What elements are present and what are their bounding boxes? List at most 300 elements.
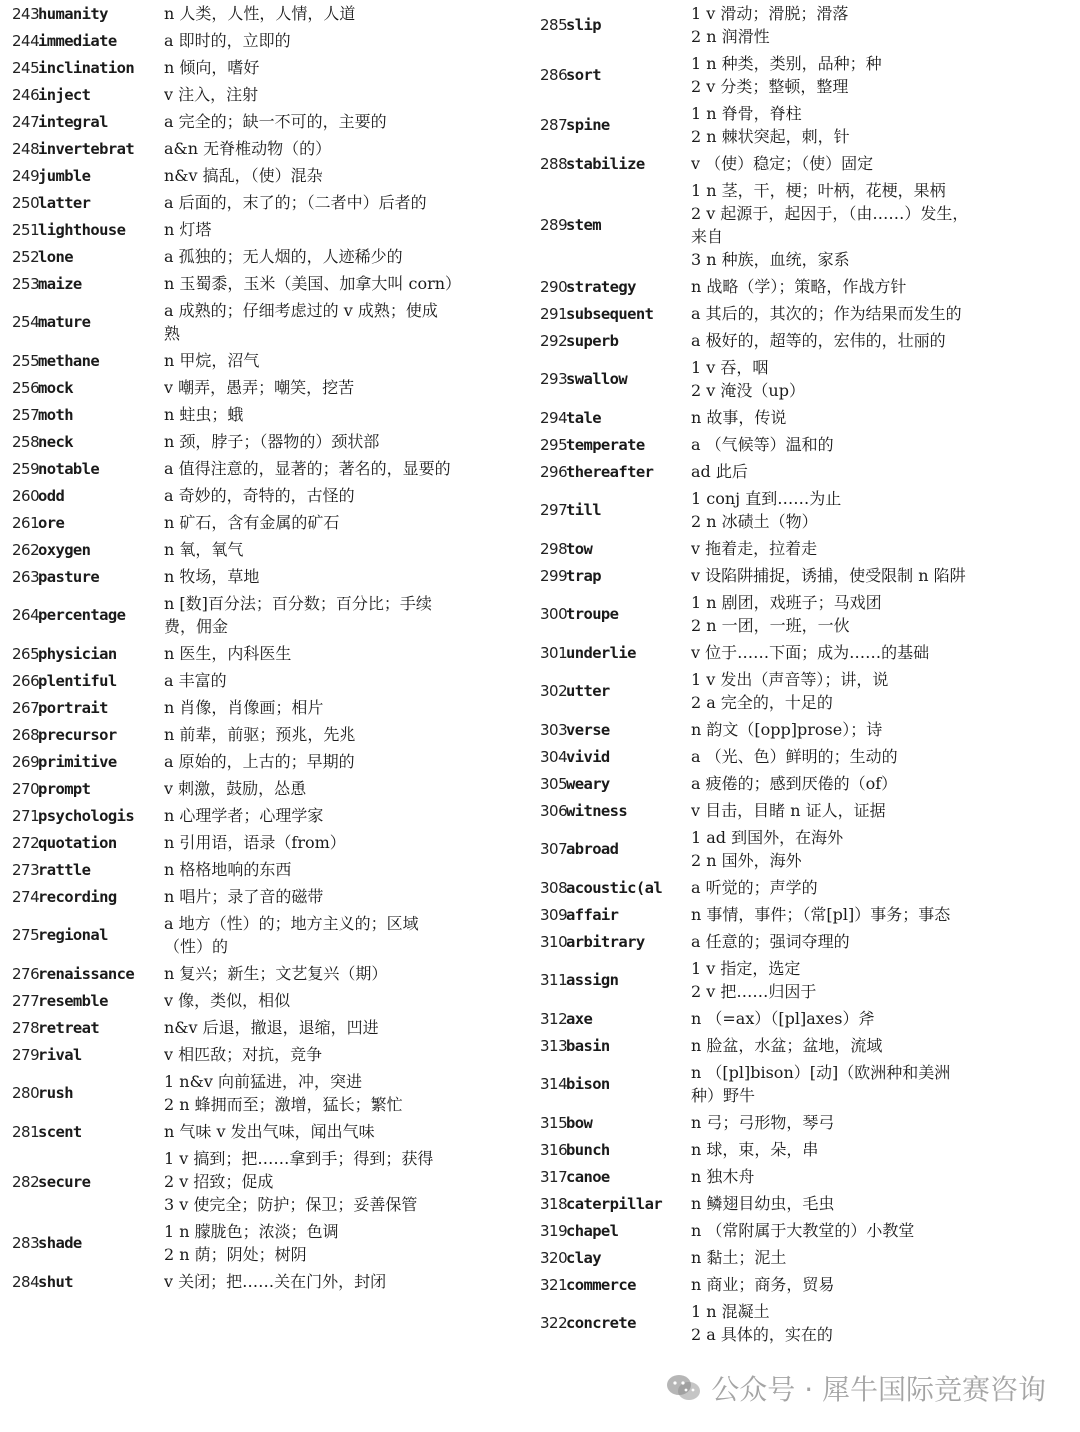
entry-definitions xyxy=(164,1270,522,1293)
vocab-entry xyxy=(12,775,522,802)
entry-word: portrait xyxy=(38,698,108,717)
definition-line: n 医生，内科医生 xyxy=(164,644,292,663)
definition-line: 2 v 淹没（up） xyxy=(691,381,805,400)
vocab-entry xyxy=(540,1163,1070,1190)
definition-line: v 像，类似，相似 xyxy=(164,991,291,1010)
vocab-entry xyxy=(12,694,522,721)
entry-word: tow xyxy=(566,539,593,558)
entry-number: 268 xyxy=(12,725,40,744)
entry-number: 262 xyxy=(12,540,40,559)
entry-definitions xyxy=(691,668,1070,714)
entry-number: 293 xyxy=(540,370,568,388)
definition-line: n 唱片；录了音的磁带 xyxy=(164,887,324,906)
entry-word: primitive xyxy=(38,752,117,771)
entry-word: inject xyxy=(38,85,91,104)
vocab-entry xyxy=(12,748,522,775)
entry-definitions xyxy=(691,275,1070,298)
entry-word: temperate xyxy=(566,435,645,454)
vocab-entry xyxy=(540,874,1070,901)
definition-line: n 脸盆，水盆；盆地，流域 xyxy=(691,1036,883,1055)
definition-line: v 拖着走，拉着走 xyxy=(691,539,818,558)
definition-line: 2 n 冰碛土（物） xyxy=(691,512,818,531)
vocab-entry xyxy=(12,960,522,987)
definition-line: 2 n 一团，一班，一伙 xyxy=(691,616,850,635)
vocab-entry xyxy=(12,563,522,590)
entry-number: 311 xyxy=(540,971,568,989)
entry-definitions xyxy=(691,2,1070,48)
entry-number: 252 xyxy=(12,247,40,266)
vocab-entry xyxy=(12,1218,522,1268)
entry-number: 319 xyxy=(540,1221,568,1240)
entry-definitions xyxy=(691,876,1070,899)
definition-line: 2 n 蜂拥而至；激增，猛长；繁忙 xyxy=(164,1095,403,1114)
entry-definitions xyxy=(164,83,522,106)
entry-definitions xyxy=(164,723,522,746)
definition-line: v 注入，注射 xyxy=(164,85,259,104)
entry-definitions xyxy=(164,565,522,588)
entry-word: renaissance xyxy=(38,964,135,983)
entry-number: 318 xyxy=(540,1194,568,1213)
definition-line: n 引用语，语录（from） xyxy=(164,833,346,852)
entry-number: 320 xyxy=(540,1248,568,1267)
definition-line: 2 n 荫；阴处；树阴 xyxy=(164,1245,307,1264)
entry-word: shut xyxy=(38,1272,73,1291)
entry-definitions xyxy=(691,302,1070,325)
entry-word: acoustic(al xyxy=(566,878,663,897)
definition-line: n 灯塔 xyxy=(164,220,212,239)
vocab-entry xyxy=(12,536,522,563)
entry-word: percentage xyxy=(38,606,126,624)
definition-line: n 颈，脖子；（器物的）颈状部 xyxy=(164,432,380,451)
vocab-entry xyxy=(12,509,522,536)
entry-number: 271 xyxy=(12,806,40,825)
entry-definitions xyxy=(164,1120,522,1143)
entry-word: abroad xyxy=(566,840,619,858)
entry-number: 289 xyxy=(540,216,568,234)
entry-definitions xyxy=(164,858,522,881)
vocab-entry xyxy=(540,562,1070,589)
definition-line: 1 n 种类，类别，品种；种 xyxy=(691,54,882,73)
entry-word: immediate xyxy=(38,31,117,50)
entry-number: 284 xyxy=(12,1272,40,1291)
vocab-entry xyxy=(540,716,1070,743)
definition-line: n （常附属于大教堂的）小教堂 xyxy=(691,1221,915,1240)
entry-number: 312 xyxy=(540,1009,568,1028)
entry-word: sort xyxy=(566,66,601,84)
entry-definitions xyxy=(691,52,1070,98)
definition-line: v 相匹敌；对抗，竞争 xyxy=(164,1045,323,1064)
entry-definitions xyxy=(691,1246,1070,1269)
entry-number: 279 xyxy=(12,1045,40,1064)
vocab-entry xyxy=(12,1268,522,1295)
entry-definitions xyxy=(691,745,1070,768)
entry-definitions xyxy=(164,831,522,854)
definition-line: n 黏土；泥土 xyxy=(691,1248,787,1267)
entry-number: 292 xyxy=(540,331,568,350)
entry-word: superb xyxy=(566,331,619,350)
definition-line: n 韵文（[opp]prose）；诗 xyxy=(691,720,883,739)
entry-number: 270 xyxy=(12,779,40,798)
definition-line: n 独木舟 xyxy=(691,1167,755,1186)
vocab-entry xyxy=(12,1068,522,1118)
entry-number: 244 xyxy=(12,31,40,50)
entry-word: basin xyxy=(566,1036,610,1055)
entry-word: witness xyxy=(566,801,628,820)
definition-line: n&v 后退，撤退，退缩，凹进 xyxy=(164,1018,379,1037)
entry-number: 310 xyxy=(540,932,568,951)
entry-definitions xyxy=(164,191,522,214)
entry-number: 317 xyxy=(540,1167,568,1186)
entry-word: canoe xyxy=(566,1167,610,1186)
entry-definitions xyxy=(164,2,522,25)
definition-line: 1 n 茎，干，梗；叶柄，花梗，果柄 xyxy=(691,181,946,200)
entry-definitions xyxy=(691,179,1070,271)
definition-line: 1 v 吞，咽 xyxy=(691,358,769,377)
vocab-entry xyxy=(12,1041,522,1068)
vocab-entry xyxy=(540,1244,1070,1271)
entry-word: precursor xyxy=(38,725,117,744)
definition-line: n 前辈，前驱；预兆，先兆 xyxy=(164,725,356,744)
entry-definitions xyxy=(691,826,1070,872)
entry-number: 314 xyxy=(540,1075,568,1093)
entry-word: scent xyxy=(38,1122,82,1141)
entry-number: 303 xyxy=(540,720,568,739)
entry-definitions xyxy=(691,903,1070,926)
entry-word: methane xyxy=(38,351,100,370)
entry-word: jumble xyxy=(38,166,91,185)
entry-word: prompt xyxy=(38,779,91,798)
entry-number: 291 xyxy=(540,304,568,323)
definition-line: n 事情，事件；（常[pl]）事务；事态 xyxy=(691,905,951,924)
entry-number: 277 xyxy=(12,991,40,1010)
definition-line: 种）野牛 xyxy=(691,1086,756,1105)
vocab-entry xyxy=(12,910,522,960)
vocab-entry xyxy=(540,354,1070,404)
entry-number: 266 xyxy=(12,671,40,690)
definition-line: n 甲烷，沼气 xyxy=(164,351,260,370)
definition-line: 2 v 起源于，起因于，（由……）发生， xyxy=(691,204,969,223)
definition-line: n&v 搞乱，（使）混杂 xyxy=(164,166,323,185)
entry-definitions xyxy=(691,1061,1070,1107)
wechat-icon xyxy=(665,1373,703,1403)
entry-number: 305 xyxy=(540,774,568,793)
definition-line: 1 v 滑动；滑脱；滑落 xyxy=(691,4,849,23)
entry-definitions xyxy=(164,511,522,534)
definition-line: v 设陷阱捕捉，诱捕，使受限制 n 陷阱 xyxy=(691,566,966,585)
vocab-entry xyxy=(540,404,1070,431)
entry-number: 307 xyxy=(540,840,568,858)
entry-number: 294 xyxy=(540,408,568,427)
entry-number: 249 xyxy=(12,166,40,185)
entry-definitions xyxy=(164,430,522,453)
entry-definitions xyxy=(164,484,522,507)
vocab-entry xyxy=(540,100,1070,150)
entry-definitions xyxy=(164,912,522,958)
definition-line: a 丰富的 xyxy=(164,671,227,690)
entry-definitions xyxy=(691,591,1070,637)
definition-line: n 战略（学）；策略，作战方针 xyxy=(691,277,907,296)
definition-line: a 任意的；强词夺理的 xyxy=(691,932,850,951)
definition-line: 1 n 脊骨，脊柱 xyxy=(691,104,802,123)
entry-definitions xyxy=(691,1300,1070,1346)
entry-number: 267 xyxy=(12,698,40,717)
entry-word: underlie xyxy=(566,643,636,662)
vocab-entry xyxy=(540,639,1070,666)
entry-definitions xyxy=(164,1220,522,1266)
definition-line: 3 v 使完全；防护；保卫；妥善保管 xyxy=(164,1195,418,1214)
entry-definitions xyxy=(164,218,522,241)
entry-word: stem xyxy=(566,216,601,234)
definition-line: 1 n&v 向前猛进，冲，突进 xyxy=(164,1072,362,1091)
definition-line: n （[pl]bison）[动]（欧洲种和美洲 xyxy=(691,1063,951,1082)
vocab-entry xyxy=(12,883,522,910)
entry-word: caterpillar xyxy=(566,1194,663,1213)
entry-word: spine xyxy=(566,116,610,134)
vocab-entry xyxy=(12,802,522,829)
entry-word: clay xyxy=(566,1248,601,1267)
entry-word: concrete xyxy=(566,1314,636,1332)
entry-number: 296 xyxy=(540,462,568,481)
vocab-entry xyxy=(12,590,522,640)
entry-definitions xyxy=(164,885,522,908)
definition-line: n 故事，传说 xyxy=(691,408,787,427)
entry-definitions xyxy=(164,1070,522,1116)
entry-definitions xyxy=(164,56,522,79)
vocab-entry xyxy=(12,108,522,135)
entry-word: moth xyxy=(38,405,73,424)
entry-word: humanity xyxy=(38,4,108,23)
entry-word: rattle xyxy=(38,860,91,879)
definition-line: a 奇妙的，奇特的，古怪的 xyxy=(164,486,355,505)
entry-definitions xyxy=(691,433,1070,456)
definition-line: 2 a 完全的，十足的 xyxy=(691,693,833,712)
entry-definitions xyxy=(164,669,522,692)
definition-line: 1 v 搞到；把……拿到手；得到；获得 xyxy=(164,1149,434,1168)
entry-definitions xyxy=(164,696,522,719)
entry-definitions xyxy=(691,102,1070,148)
entry-definitions xyxy=(164,376,522,399)
entry-word: mature xyxy=(38,313,91,331)
entry-number: 273 xyxy=(12,860,40,879)
vocab-entry xyxy=(12,455,522,482)
definition-line: 熟 xyxy=(164,324,181,343)
entry-definitions xyxy=(164,777,522,800)
entry-number: 278 xyxy=(12,1018,40,1037)
entry-word: resemble xyxy=(38,991,108,1010)
definition-line: 1 n 朦胧色；浓淡；色调 xyxy=(164,1222,339,1241)
definition-line: 2 v 把……归因于 xyxy=(691,982,817,1001)
vocab-entry xyxy=(540,273,1070,300)
entry-number: 259 xyxy=(12,459,40,478)
entry-word: slip xyxy=(566,16,601,34)
entry-word: lighthouse xyxy=(38,220,126,239)
vocab-entry xyxy=(12,428,522,455)
definition-line: n 鳞翅目幼虫，毛虫 xyxy=(691,1194,835,1213)
vocab-entry xyxy=(12,189,522,216)
entry-definitions xyxy=(691,718,1070,741)
vocab-entry xyxy=(540,797,1070,824)
vocab-entry xyxy=(12,135,522,162)
entry-word: regional xyxy=(38,926,108,944)
vocab-entry xyxy=(540,1005,1070,1032)
entry-word: stabilize xyxy=(566,154,645,173)
entry-number: 258 xyxy=(12,432,40,451)
entry-definitions xyxy=(691,1219,1070,1242)
definition-line: n 肖像，肖像画；相片 xyxy=(164,698,324,717)
entry-number: 295 xyxy=(540,435,568,454)
entry-word: secure xyxy=(38,1172,91,1191)
entry-number: 283 xyxy=(12,1234,40,1252)
entry-number: 253 xyxy=(12,274,40,293)
entry-word: axe xyxy=(566,1009,593,1028)
entry-number: 316 xyxy=(540,1140,568,1159)
vocab-entry xyxy=(540,1136,1070,1163)
entry-number: 298 xyxy=(540,539,568,558)
entry-definitions xyxy=(691,930,1070,953)
entry-number: 263 xyxy=(12,567,40,586)
entry-number: 257 xyxy=(12,405,40,424)
definition-line: v 位于……下面；成为……的基础 xyxy=(691,643,930,662)
entry-number: 306 xyxy=(540,801,568,820)
definition-line: a 其后的，其次的；作为结果而发生的 xyxy=(691,304,962,323)
vocab-entry xyxy=(12,243,522,270)
entry-number: 300 xyxy=(540,605,568,623)
definition-line: a 地方（性）的；地方主义的；区域 xyxy=(164,914,419,933)
entry-definitions xyxy=(691,1165,1070,1188)
definition-line: 1 n 剧团，戏班子；马戏团 xyxy=(691,593,882,612)
vocab-entry xyxy=(12,987,522,1014)
definition-line: a （光、色）鲜明的；生动的 xyxy=(691,747,898,766)
definition-line: a 极好的，超等的，宏伟的，壮丽的 xyxy=(691,331,946,350)
entry-number: 250 xyxy=(12,193,40,212)
entry-word: psychologis xyxy=(38,806,135,825)
vocab-entry xyxy=(12,856,522,883)
definition-line: a 完全的；缺一不可的，主要的 xyxy=(164,112,387,131)
vocab-entry xyxy=(540,1032,1070,1059)
vocab-entry xyxy=(12,829,522,856)
definition-line: （性）的 xyxy=(164,937,229,956)
entry-word: weary xyxy=(566,774,610,793)
entry-number: 287 xyxy=(540,116,568,134)
entry-word: trap xyxy=(566,566,601,585)
entry-definitions xyxy=(691,152,1070,175)
entry-word: arbitrary xyxy=(566,932,645,951)
definition-line: n 气味 v 发出气味，闻出气味 xyxy=(164,1122,375,1141)
vocab-entry xyxy=(12,1118,522,1145)
vocab-entry xyxy=(12,347,522,374)
definition-line: 1 v 指定，选定 xyxy=(691,959,801,978)
definition-line: n 复兴；新生；文艺复兴（期） xyxy=(164,964,388,983)
vocab-entry xyxy=(540,824,1070,874)
entry-number: 264 xyxy=(12,606,40,624)
entry-word: swallow xyxy=(566,370,628,388)
entry-word: invertebrat xyxy=(38,139,135,158)
entry-definitions xyxy=(691,957,1070,1003)
entry-definitions xyxy=(691,1034,1070,1057)
definition-line: 2 n 棘状突起，刺，针 xyxy=(691,127,850,146)
entry-number: 269 xyxy=(12,752,40,771)
definition-line: 2 v 招致；促成 xyxy=(164,1172,274,1191)
entry-number: 285 xyxy=(540,16,568,34)
entry-number: 297 xyxy=(540,501,568,519)
vocab-entry xyxy=(12,1014,522,1041)
definition-line: 2 n 国外，海外 xyxy=(691,851,802,870)
entry-number: 313 xyxy=(540,1036,568,1055)
entry-word: verse xyxy=(566,720,610,739)
entry-number: 254 xyxy=(12,313,40,331)
entry-definitions xyxy=(164,592,522,638)
definition-line: a 听觉的；声学的 xyxy=(691,878,818,897)
definition-line: n （=ax）（[pl]axes）斧 xyxy=(691,1009,875,1028)
entry-definitions xyxy=(164,272,522,295)
entry-definitions xyxy=(164,29,522,52)
definition-line: a 后面的，末了的；（二者中）后者的 xyxy=(164,193,427,212)
watermark-text: 公众号 · 犀牛国际竞赛咨询 xyxy=(711,1373,1046,1406)
definition-line: n 人类，人性，人情，人道 xyxy=(164,4,356,23)
entry-number: 243 xyxy=(12,4,40,23)
entry-definitions xyxy=(691,641,1070,664)
definition-line: n 矿石，含有金属的矿石 xyxy=(164,513,340,532)
vocab-entry xyxy=(12,667,522,694)
entry-definitions xyxy=(691,1138,1070,1161)
entry-number: 299 xyxy=(540,566,568,585)
definition-line: n 玉蜀黍，玉米（美国、加拿大叫 corn） xyxy=(164,274,462,293)
entry-number: 282 xyxy=(12,1172,40,1191)
definition-line: n 弓；弓形物，琴弓 xyxy=(691,1113,835,1132)
vocab-entry xyxy=(12,297,522,347)
vocab-entry xyxy=(12,270,522,297)
entry-number: 260 xyxy=(12,486,40,505)
entry-definitions xyxy=(691,356,1070,402)
entry-definitions xyxy=(691,487,1070,533)
entry-word: tale xyxy=(566,408,601,427)
definition-line: 1 ad 到国外，在海外 xyxy=(691,828,844,847)
vocab-entry xyxy=(540,589,1070,639)
definition-line: a&n 无脊椎动物（的） xyxy=(164,139,332,158)
vocab-entry xyxy=(12,401,522,428)
entry-number: 248 xyxy=(12,139,40,158)
vocab-entry xyxy=(12,27,522,54)
vocab-entry xyxy=(540,535,1070,562)
entry-number: 321 xyxy=(540,1275,568,1294)
definition-line: a 值得注意的，显著的；著名的，显要的 xyxy=(164,459,451,478)
entry-number: 256 xyxy=(12,378,40,397)
definition-line: n 商业；商务，贸易 xyxy=(691,1275,835,1294)
entry-definitions xyxy=(691,406,1070,429)
watermark xyxy=(665,1368,1046,1408)
vocab-entry xyxy=(12,721,522,748)
entry-definitions xyxy=(164,349,522,372)
definition-line: v 关闭；把……关在门外，封闭 xyxy=(164,1272,387,1291)
entry-word: affair xyxy=(566,905,619,924)
definition-line: 2 a 具体的，实在的 xyxy=(691,1325,833,1344)
entry-number: 276 xyxy=(12,964,40,983)
vocab-entry xyxy=(12,482,522,509)
entry-number: 247 xyxy=(12,112,40,131)
entry-definitions xyxy=(164,962,522,985)
entry-word: rival xyxy=(38,1045,82,1064)
vocab-entry xyxy=(540,743,1070,770)
entry-definitions xyxy=(691,537,1070,560)
entry-definitions xyxy=(164,642,522,665)
entry-definitions xyxy=(691,1007,1070,1030)
vocab-entry xyxy=(540,770,1070,797)
vocab-entry xyxy=(12,374,522,401)
entry-definitions xyxy=(164,110,522,133)
definition-line: 3 n 种族，血统，家系 xyxy=(691,250,850,269)
definition-line: a 原始的，上古的；早期的 xyxy=(164,752,355,771)
definition-line: 费，佣金 xyxy=(164,617,229,636)
